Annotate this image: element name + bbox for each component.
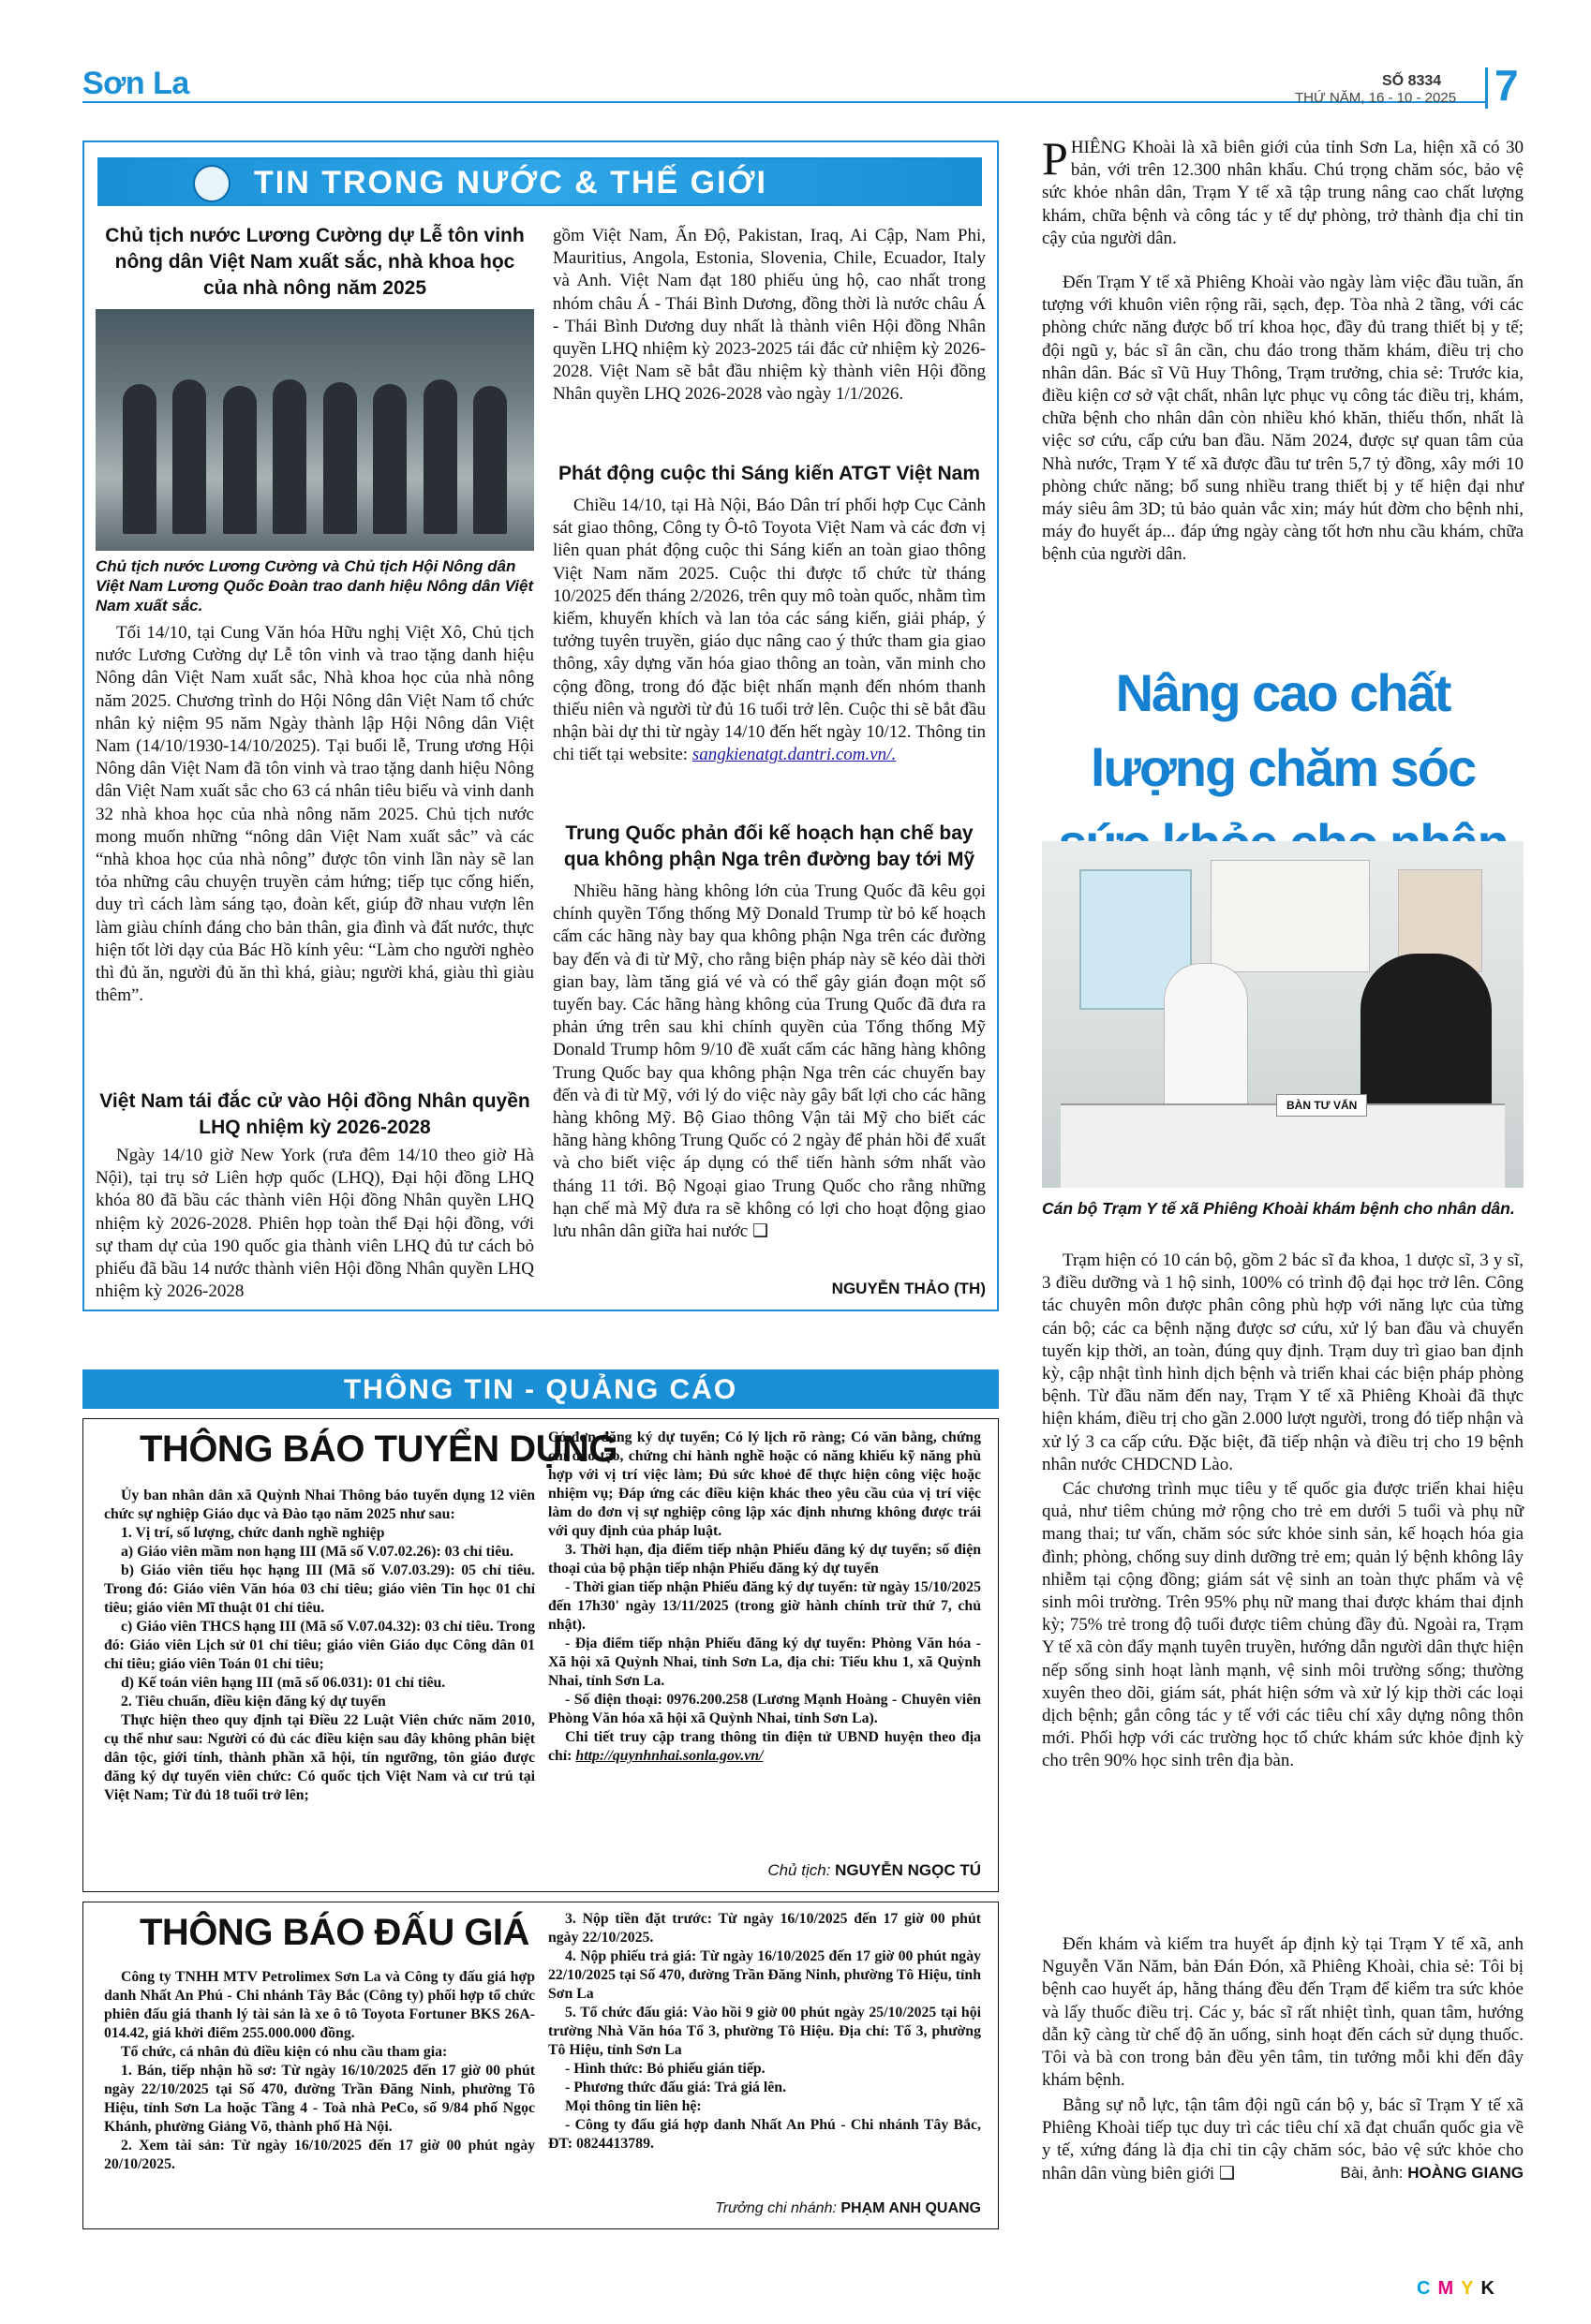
auction-line: 4. Nộp phiếu trả giá: Từ ngày 16/10/2025 đến 17 giờ 00 phút ngày 22/10/2025 tại Số 470, đường Trần Đăng Ninh, phường Tô Hiệu, tỉnh Sơn La — [548, 1948, 981, 2002]
signature-label: Chủ tịch: — [767, 1861, 831, 1879]
article-title: Trung Quốc phản đối kế hoạch hạn chế bay qua không phận Nga trên đường bay tới Mỹ — [563, 822, 975, 870]
ceremony-photo — [96, 309, 534, 551]
section-name: Sơn La — [82, 66, 189, 101]
auction-line: Tổ chức, cá nhân đủ điều kiện có nhu cầu tham gia: — [121, 2044, 448, 2060]
photo-caption: Cán bộ Trạm Y tế xã Phiêng Khoài khám bệnh cho nhân dân. — [1042, 1199, 1515, 1218]
auction-notice — [82, 1902, 999, 2229]
auction-line: 1. Bán, tiếp nhận hồ sơ: Từ ngày 16/10/2025 đến 17 giờ 00 phút ngày 22/10/2025 tại Số 470, đường Trần Đăng Ninh, phường Tô Hiệu, tỉnh Sơn La hoặc Tầng 4 - Toà nhà PeCo, số 9/84 phố Ngọc Khánh, phường Giảng Võ, thành phố Hà Nội. — [104, 2063, 535, 2135]
recruitment-line: c) Giáo viên THCS hạng III (Mã số V.07.04.32): 03 chỉ tiêu. Trong đó: Giáo viên Lịch sử 01 chỉ tiêu; giáo viên Giáo dục Công dân 01 chỉ tiêu; giáo viên Toán 01 chỉ tiêu; — [104, 1619, 535, 1672]
cmyk-m: M — [1437, 2278, 1462, 2299]
recruitment-left-column — [104, 1487, 535, 1889]
auction-line: - Công ty đấu giá hợp danh Nhất An Phú - Chi nhánh Tây Bắc, ĐT: 0824413789. — [548, 2117, 981, 2152]
page-number-divider — [1485, 67, 1488, 109]
recruitment-signature — [767, 1861, 981, 1880]
recruitment-line: a) Giáo viên mầm non hạng III (Mã số V.07.02.26): 03 chỉ tiêu. — [121, 1544, 513, 1560]
article-body — [553, 495, 986, 815]
recruitment-line: 2. Tiêu chuẩn, điều kiện đăng ký dự tuyển — [121, 1694, 386, 1710]
cmyk-c: C — [1417, 2278, 1438, 2299]
auction-left-column — [104, 1968, 535, 2227]
auction-line: 2. Xem tài sản: Từ ngày 16/10/2025 đến 17 giờ 00 phút ngày 20/10/2025. — [104, 2138, 535, 2172]
signature-name: PHẠM ANH QUANG — [840, 2200, 981, 2216]
recruitment-line: - Số điện thoại: 0976.200.258 (Lương Mạnh Hoàng - Chuyên viên Phòng Văn hóa xã hội xã Quỳnh Nhai, tỉnh Sơn La). — [548, 1692, 981, 1726]
end-mark: ❑ — [1218, 2163, 1235, 2183]
recruitment-line: d) Kế toán viên hạng III (mã số 06.031): 01 chỉ tiêu. — [121, 1675, 446, 1691]
article-title: Chủ tịch nước Lương Cường dự Lễ tôn vinh nông dân Việt Nam xuất sắc, nhà khoa học của nhà nông năm 2025 — [105, 225, 525, 299]
auction-line: Công ty TNHH MTV Petrolimex Sơn La và Công ty đấu giá hợp danh Nhất An Phú - Chi nhánh Tây Bắc (Công ty) phối hợp tổ chức phiên đấu giá thanh lý tài sản là xe ô tô Toyota Fortuner BKS 26A-014.42, giá khởi điểm 255.000.000 đồng. — [104, 1969, 535, 2041]
auction-title: THÔNG BÁO ĐẤU GIÁ — [140, 1912, 529, 1953]
article-body: Tối 14/10, tại Cung Văn hóa Hữu nghị Việt Xô, Chủ tịch nước Lương Cường dự Lễ tôn vinh và trao tặng danh hiệu Nông dân Việt Nam xuất sắc, Nhà khoa học của nhà nông năm 2025. Chương trình do Hội Nông dân Việt Nam tổ chức nhân kỷ niệm 95 năm Ngày thành lập Hội Nông dân Việt Nam (14/10/1930-14/10/2025). Tại buổi lễ, Trung ương Hội Nông dân Việt Nam đã tôn vinh và trao tặng danh hiệu Nông dân Việt Nam xuất sắc cho 63 cá nhân tiêu biểu và vinh danh 32 nhà khoa học của nhà nông năm 2025. Chủ tịch nước mong muốn những “nông dân Việt Nam xuất sắc” và các “nhà khoa học của nhà nông” được tôn vinh lần này sẽ lan tỏa những câu chuyện truyền cảm hứng; tiếp tục cống hiến, duy trì cách làm sáng tạo, đoàn kết, giúp đỡ nhau vượn lên làm giàu chính đáng cho bản thân, gia đình và đất nước, thực hiện tốt lời dạy của Bác Hồ kính yêu: “Làm cho người nghèo thì đủ ăn, người đủ ăn thì khá, giàu; người khá, giàu thì giàu thêm”. — [96, 623, 534, 1006]
byline-label: Bài, ảnh: — [1340, 2164, 1404, 2182]
recruitment-line: 1. Vị trí, số lượng, chức danh nghề nghiệp — [121, 1525, 385, 1541]
signature-name: NGUYỄN NGỌC TÚ — [835, 1861, 981, 1879]
article-body — [553, 881, 986, 1272]
article-text: Chiều 14/10, tại Hà Nội, Báo Dân trí phối hợp Cục Cảnh sát giao thông, Công ty Ô-tô Toyota Việt Nam và các đơn vị liên quan phát động cuộc thi Sáng kiến an toàn giao thông Việt Nam năm 2025. Cuộc thi được tổ chức từ tháng 10/2025 đến tháng 2/2026, trên quy mô toàn quốc, nhằm tìm kiếm, khuyến khích và lan tỏa các sáng kiến, giải pháp, ý tưởng tuyên truyền, giáo dục nâng cao ý thức tham gia giao thông, xây dựng văn hóa giao thông an toàn, văn minh cho cộng đồng, trong đó đặc biệt nhấn mạnh đến nhóm thanh thiếu niên và người từ đủ 16 tuổi trở lên. Cuộc thi sẽ bắt đầu nhận bài dự thi từ ngày 14/10 đến hết ngày 10/12. Thông tin chi tiết tại website: — [553, 496, 986, 765]
ads-banner — [82, 1369, 999, 1409]
website-link[interactable]: http://quynhnhai.sonla.gov.vn/ — [575, 1748, 764, 1764]
end-mark: ❑ — [751, 1221, 768, 1242]
recruitment-line: Thực hiện theo quy định tại Điều 22 Luật Viên chức năm 2010, cụ thể như sau: Người có đủ các điều kiện sau đây không phân biệt dân tộc, giới tính, thành phần xã hội, tín ngưỡng, tôn giáo được đăng ký dự tuyển viên chức: Có quốc tịch Việt Nam và cư trú tại Việt Nam; Từ đủ 18 tuổi trở lên; — [104, 1712, 535, 1803]
article-title: Việt Nam tái đắc cử vào Hội đồng Nhân quyền LHQ nhiệm kỳ 2026-2028 — [99, 1090, 530, 1138]
recruitment-line: 3. Thời hạn, địa điểm tiếp nhận Phiếu đăng ký dự tuyển; số điện thoại của bộ phận tiếp nhận Phiếu đăng ký dự tuyển — [548, 1542, 981, 1576]
feature-intro — [1042, 132, 1524, 248]
cmyk-k: K — [1480, 2278, 1502, 2299]
contest-link[interactable]: sangkienatgt.dantri.com.vn/. — [691, 745, 897, 765]
auction-line: Mọi thông tin liên hệ: — [565, 2098, 702, 2114]
globe-icon — [193, 165, 230, 202]
page-number: 7 — [1494, 61, 1519, 110]
signature-label: Trưởng chi nhánh: — [715, 2200, 837, 2216]
recruitment-line: b) Giáo viên tiểu học hạng III (Mã số V.07.03.29): 05 chỉ tiêu. Trong đó: Giáo viên Văn hóa 03 chỉ tiêu; giáo viên Tin học 01 chỉ tiêu; giáo viên Mĩ thuật 01 chỉ tiêu. — [104, 1562, 535, 1616]
byline-name: HOÀNG GIANG — [1407, 2164, 1524, 2182]
news-banner-title: TIN TRONG NƯỚC & THẾ GIỚI — [254, 165, 767, 200]
recruitment-line: - Thời gian tiếp nhận Phiếu đăng ký dự tuyển: từ ngày 15/10/2025 đến 17h30' ngày 13/11/2025 (trong giờ hành chính trừ thứ 7, chủ nhật). — [548, 1579, 981, 1633]
feature-closing-text: Bằng sự nỗ lực, tận tâm đội ngũ cán bộ y, bác sĩ Trạm Y tế xã Phiêng Khoài tiếp tục duy trì các tiêu chí xã đạt chuẩn quốc gia về y tế, xứng đáng là địa chỉ tin cậy chăm sóc, bảo vệ sức khỏe cho nhân dân vùng biên giới — [1042, 2095, 1524, 2183]
consult-desk-sign: BÀN TƯ VẤN — [1276, 1094, 1367, 1117]
feature-paragraph: Các chương trình mục tiêu y tế quốc gia được triển khai hiệu quả, như tiêm chủng mở rộng cho trẻ em dưới 5 tuổi và phụ nữ mang thai; tư vấn, chăm sóc sức khỏe sinh sản, kế hoạch hóa gia đình; phòng, chống suy dinh dưỡng trẻ em; quản lý bệnh không lây nhiễm tại cộng đồng; giám sát vệ sinh an toàn thực phẩm và vệ sinh môi trường. Trên 95% phụ nữ mang thai được khám thai định kỳ; 75% trẻ trong độ tuổi được tiêm chủng đầy đủ. Ngoài ra, Trạm Y tế xã còn đẩy mạnh tuyên truyền, hướng dẫn người dân thực hiện nếp sống sinh hoạt lành mạnh, vệ sinh môi trường sống; thường xuyên theo dõi, giám sát, phát hiện sớm và xử lý kịp thời các loại dịch bệnh; gắn công tác y tế với các tiêu chí xây dựng nông thôn mới. Phối hợp với các trường học tổ chức khám sức khỏe định kỳ cho trên 90% học sinh trên địa bàn. — [1042, 1479, 1524, 1771]
issue-date: THỨ NĂM, 16 - 10 - 2025 — [1295, 90, 1457, 106]
recruitment-title: THÔNG BÁO TUYỂN DỤNG — [140, 1428, 617, 1470]
auction-line: 5. Tổ chức đấu giá: Vào hồi 9 giờ 00 phút ngày 25/10/2025 tại hội trường Nhà Văn hóa Tổ 3, phường Tô Hiệu. Địa chỉ: Tổ 3, phường Tô Hiệu, tỉnh Sơn La — [548, 2005, 981, 2058]
recruitment-line: Có đơn đăng ký dự tuyển; Có lý lịch rõ ràng; Có văn bằng, chứng chỉ đào tạo, chứng chỉ hành nghề hoặc có năng khiếu kỹ năng phù hợp với vị trí việc làm; Đủ sức khoẻ để thực hiện công việc hoặc nhiệm vụ; Đáp ứng các điều kiện khác theo yêu cầu của vị trí việc làm do đơn vị sự nghiệp công lập xác định nhưng không được trái với quy định của pháp luật. — [548, 1429, 981, 1539]
cmyk-marks — [1417, 2278, 1502, 2300]
feature-paragraph: Trạm hiện có 10 cán bộ, gồm 2 bác sĩ đa khoa, 1 dược sĩ, 3 y sĩ, 3 điều dưỡng và 1 hộ sinh, 100% có trình độ đại học trở lên. Công tác chuyên môn được phân công phù hợp với năng lực của từng cán bộ; các ca bệnh nặng được sơ cứu, xử lý ban đầu và chuyển tuyến kịp thời, an toàn, đúng quy định. Trạm duy trì giao ban định kỳ, cập nhật tình hình dịch bệnh và triển khai các biện pháp phòng bệnh. Từ đầu năm đến nay, Trạm Y tế xã Phiêng Khoài đã thực hiện khám, điều trị cho gần 2.000 lượt người, trong đó tiếp nhận và xử lý 3 ca cấp cứu. Đặc biệt, đã tiếp nhận và điều trị cho 19 bệnh nhân nước CHDCND Lào. — [1042, 1251, 1524, 1474]
ads-banner-title: THÔNG TIN - QUẢNG CÁO — [343, 1374, 738, 1405]
recruitment-line: Ủy ban nhân dân xã Quỳnh Nhai Thông báo tuyển dụng 12 viên chức sự nghiệp Giáo dục và Đào tạo năm 2025 như sau: — [104, 1488, 535, 1522]
recruitment-line: Chi tiết truy cập trang thông tin điện tử UBND huyện theo địa chỉ: — [548, 1729, 981, 1764]
auction-line: - Phương thức đấu giá: Trả giá lên. — [565, 2080, 787, 2095]
article-text: Nhiều hãng hàng không lớn của Trung Quốc đã kêu gọi chính quyền Tổng thống Mỹ Donald Trump từ bỏ kế hoạch cấm các hãng này bay qua không phận Nga trên các đường bay đến và đi từ Mỹ, cho rằng biện pháp này sẽ kéo dài thời gian bay, làm tăng giá vé và có thể gây gián đoạn một số tuyến bay. Các hãng hàng không của Trung Quốc đã đưa ra phản ứng trên sau khi chính quyền của Tổng thống Mỹ Donald Trump hôm 9/10 đề xuất cấm các hãng hàng không Trung Quốc bay qua không phận Nga trên các chuyến bay đến và đi từ Mỹ, với lý do việc này gây bất lợi cho các hãng hàng không Mỹ. Bộ Giao thông Vận tải Mỹ cho biết các hãng hàng không Trung Quốc có 2 ngày để phản hồi để xuất và cho biết việc áp dụng có thể tiến hành sớm nhất vào tháng 11 tới. Bộ Ngoại giao Trung Quốc cho rằng những hạn chế mà Mỹ đưa ra sẽ không có lợi cho hoạt động giao lưu nhân dân giữa hai nước — [553, 881, 986, 1242]
feature-byline — [1042, 2164, 1524, 2183]
recruitment-notice — [82, 1418, 999, 1892]
auction-right-column — [548, 1910, 981, 2197]
cmyk-y: Y — [1461, 2278, 1481, 2299]
article-title: Phát động cuộc thi Sáng kiến ATGT Việt Nam — [558, 463, 980, 484]
byline: NGUYỄN THẢO (TH) — [831, 1280, 986, 1297]
feature-title: Nâng cao chất lượng chăm sóc — [1090, 663, 1476, 797]
clinic-photo — [1042, 841, 1524, 1188]
news-banner — [97, 157, 982, 206]
auction-line: 3. Nộp tiền đặt trước: Từ ngày 16/10/2025 đến 17 giờ 00 phút ngày 22/10/2025. — [548, 1911, 981, 1946]
drop-cap: P — [1042, 132, 1068, 185]
masthead-rule — [82, 101, 1488, 103]
auction-line: - Hình thức: Bỏ phiếu gián tiếp. — [565, 2061, 766, 2077]
recruitment-right-column — [548, 1428, 981, 1859]
article-body-continued: gồm Việt Nam, Ấn Độ, Pakistan, Iraq, Ai Cập, Nam Phi, Mauritius, Angola, Estonia, Slovenia, Chile, Ecuador, Italy và Anh. Việt Nam đạt 180 phiếu ủng hộ, cao nhất trong nhóm châu Á - Thái Bình Dương, đồng thời là nước châu Á - Thái Bình Dương duy nhất là thành viên Hội đồng Nhân quyền LHQ nhiệm kỳ 2023-2025 tái đắc cử nhiệm kỳ 2026-2028. Việt Nam sẽ bắt đầu nhiệm kỳ thành viên Hội đồng Nhân quyền LHQ 2026-2028 vào ngày 1/1/2026. — [553, 226, 986, 405]
feature-paragraph: Đến Trạm Y tế xã Phiêng Khoài vào ngày làm việc đầu tuần, ấn tượng với khuôn viên rộng rãi, sạch, đẹp. Tòa nhà 2 tầng, với các phòng chức năng được bố trí khoa học, đầy đủ trang thiết bị y tế; đội ngũ y, bác sĩ ân cần, chu đáo trong thăm khám, điều trị cho nhân dân. Bác sĩ Vũ Huy Thông, Trạm trưởng, chia sẻ: Trước kia, điều kiện cơ sở vật chất, nhân lực phục vụ công tác điều trị, khám, chữa bệnh cho nhân dân còn nhiều khó khăn, thiếu thốn, nhất là việc sơ cứu, cấp cứu ban đầu. Năm 2024, được sự quan tâm của Nhà nước, Trạm Y tế xã được đầu tư trên 5,7 tỷ đồng, xây mới 10 phòng chức năng; bổ sung nhiều trang thiết bị y tế hiện đại như máy siêu âm 3D; tủ bảo quản vắc xin; máy hút đờm cho bệnh nhi, máy đo huyết áp... đáp ứng ngày càng tốt hơn nhu cầu khám, chữa bệnh của người dân. — [1042, 273, 1524, 565]
recruitment-contact — [548, 1728, 981, 1766]
feature-intro-text: HIÊNG Khoài là xã biên giới của tỉnh Sơn La, hiện xã có 30 bản, với trên 12.300 nhân khẩu. Chú trọng chăm sóc, bảo vệ sức khỏe nhân dân, Trạm Y tế xã tập trung nâng cao chất lượng khám, chữa bệnh và công tác y tế dự phòng, trở thành địa chỉ tin cậy của người dân. — [1042, 138, 1524, 248]
recruitment-line: - Địa điểm tiếp nhận Phiếu đăng ký dự tuyển: Phòng Văn hóa - Xã hội xã Quỳnh Nhai, tỉnh Sơn La, địa chỉ: Tiểu khu 1, xã Quỳnh Nhai, tỉnh Sơn La. — [548, 1636, 981, 1689]
article-body: Ngày 14/10 giờ New York (rưa đêm 14/10 theo giờ Hà Nội), tại trụ sở Liên hợp quốc (LHQ), Đại hội đồng LHQ khóa 80 đã bầu các thành viên Hội đồng Nhân quyền LHQ nhiệm kỳ 2026-2028. Phiên họp toàn thể Đại hội đồng, với sự tham dự của 190 quốc gia thành viên LHQ đủ tư cách bỏ phiếu đã bầu 14 nước thành viên Hội đồng Nhân quyền LHQ nhiệm kỳ 2026-2028 — [96, 1146, 534, 1302]
auction-signature — [715, 2200, 981, 2217]
photo-caption: Chủ tịch nước Lương Cường và Chủ tịch Hội Nông dân Việt Nam Lương Quốc Đoàn trao danh hiệu Nông dân Việt Nam xuất sắc. — [96, 557, 534, 614]
issue-number: SỐ 8334 — [1382, 73, 1442, 89]
feature-paragraph: Đến khám và kiểm tra huyết áp định kỳ tại Trạm Y tế xã, anh Nguyễn Văn Năm, bản Đán Đón, xã Phiêng Khoài, chia sẻ: Tôi bị bệnh cao huyết áp, hằng tháng đều đến Trạm để kiểm tra sức khỏe và lấy thuốc điều trị. Các y, bác sĩ rất nhiệt tình, quan tâm, hướng dẫn kỹ càng từ chế độ ăn uống, sinh hoạt đến cách sử dụng thuốc. Tôi và bà con trong bản đều yên tâm, tin tưởng mỗi khi đến đây khám bệnh. — [1042, 1934, 1524, 2091]
